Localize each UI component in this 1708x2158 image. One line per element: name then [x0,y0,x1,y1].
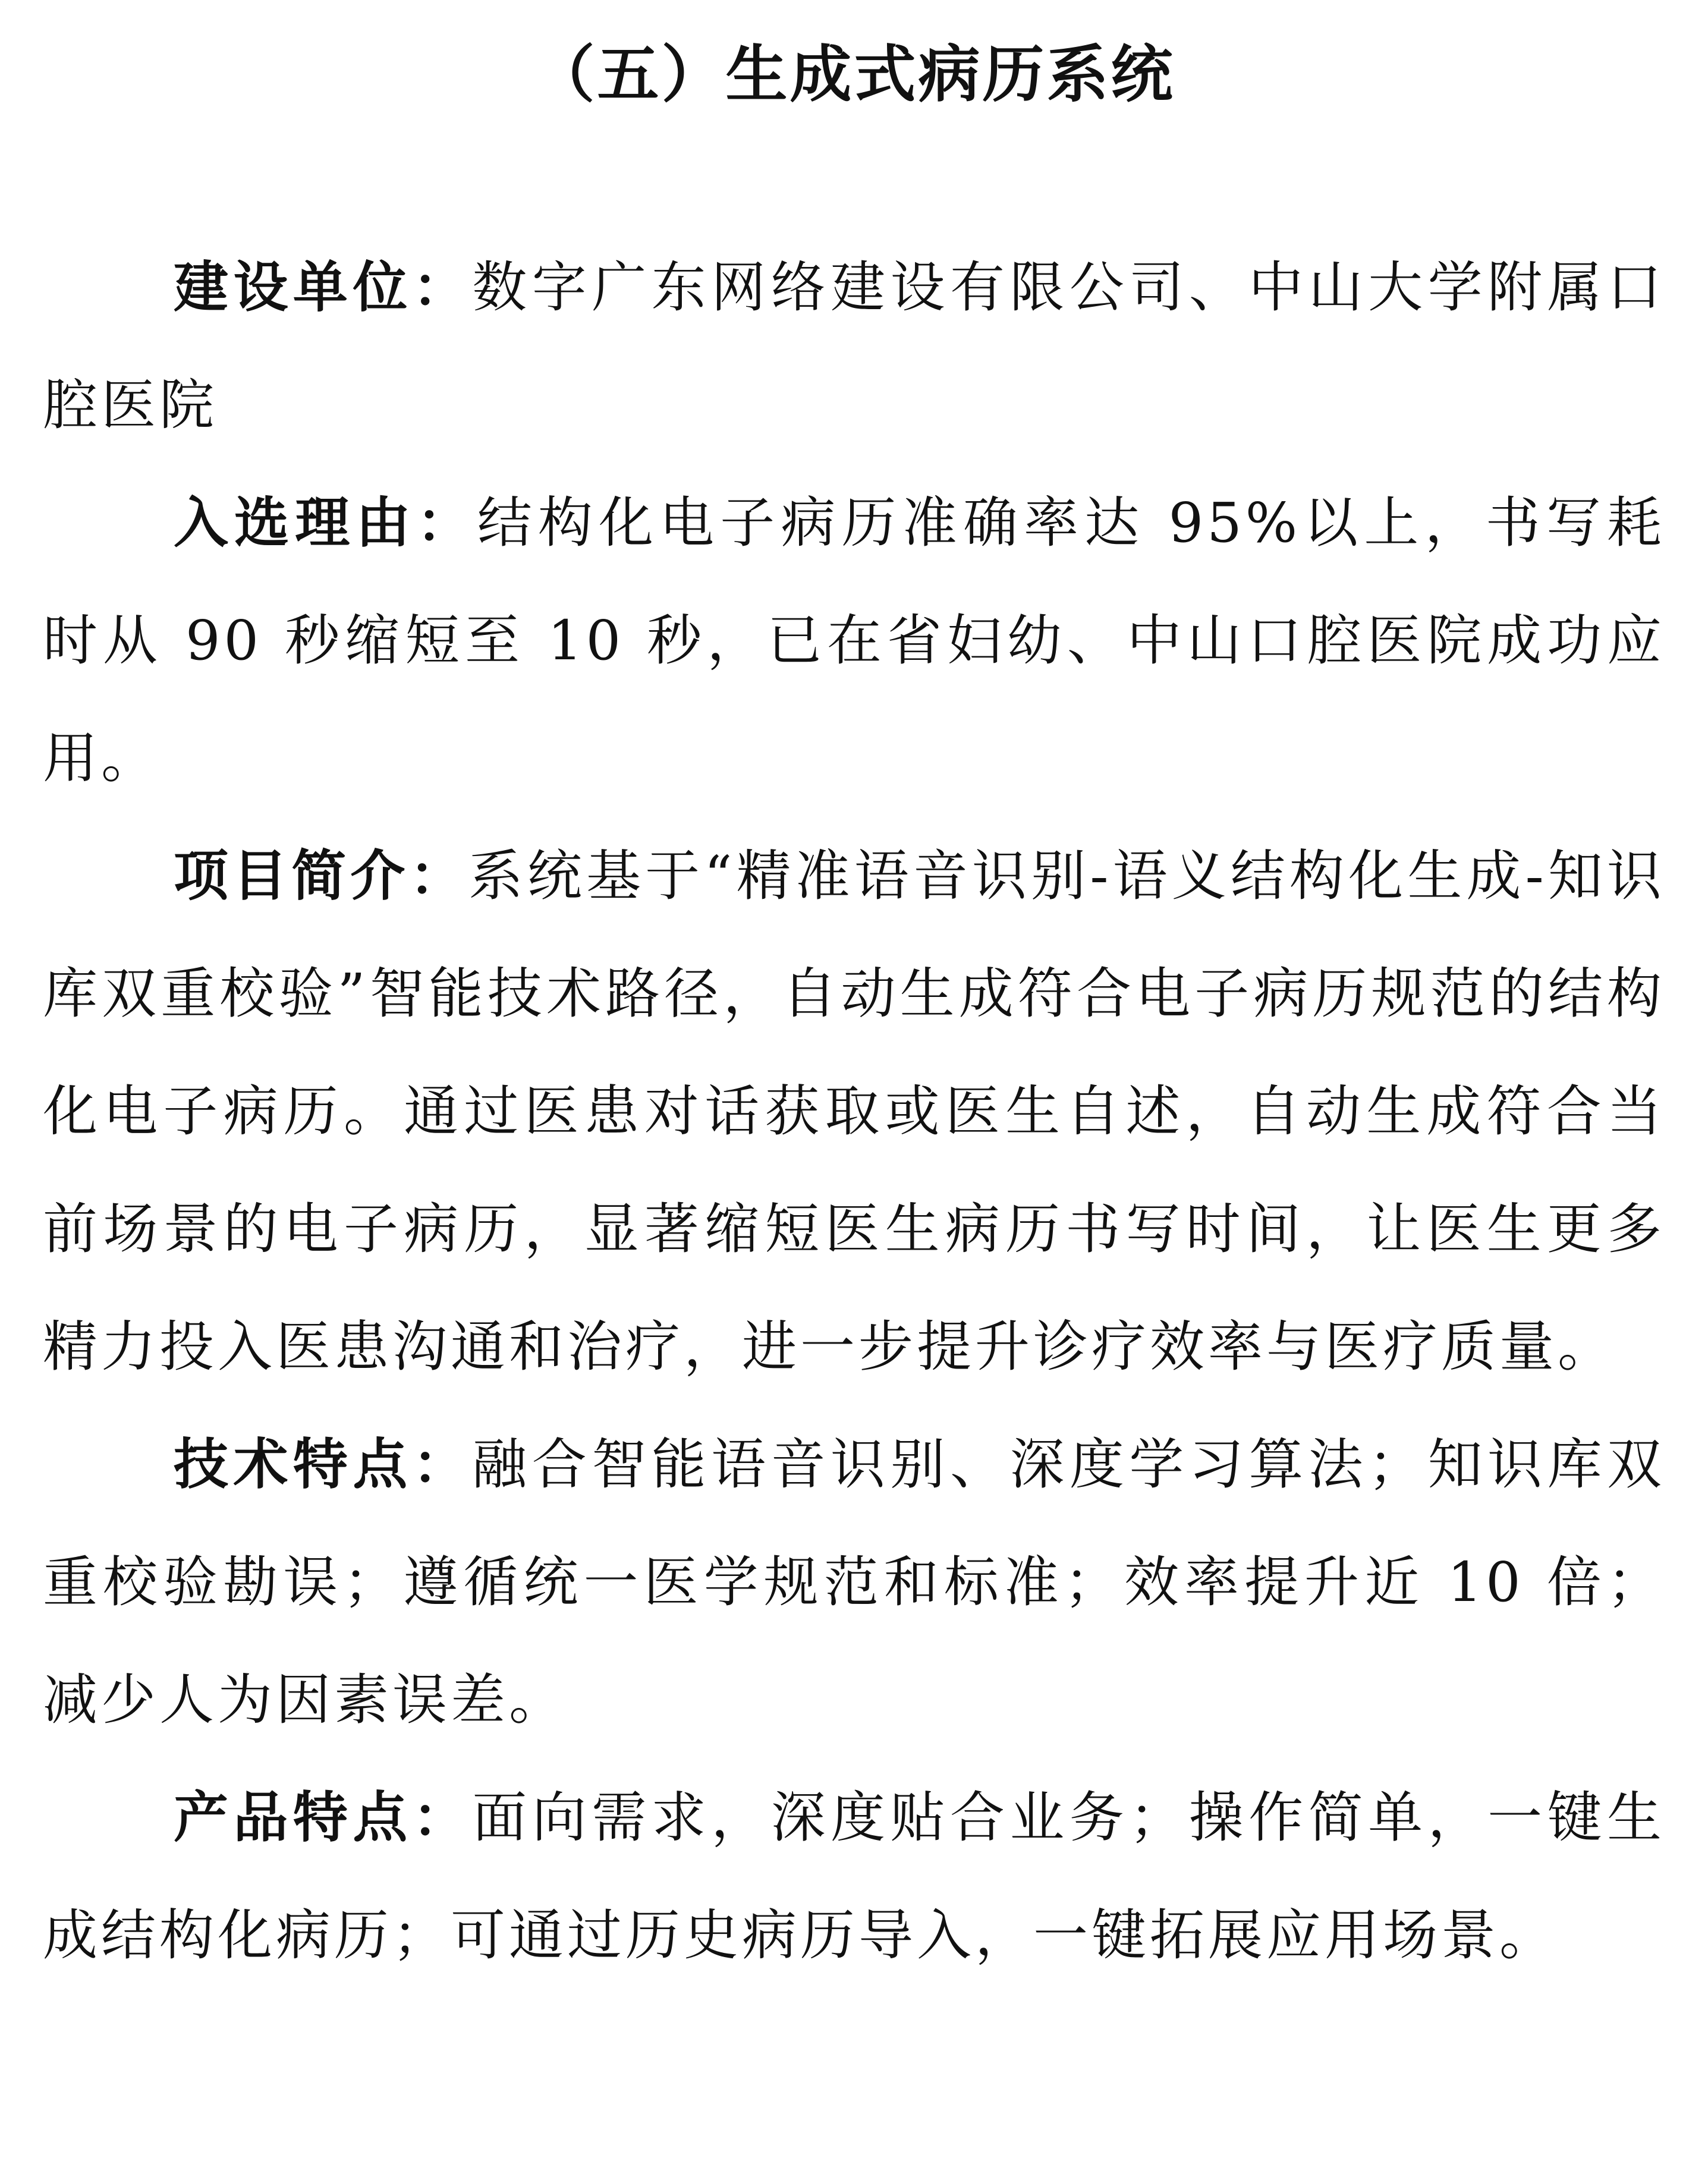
document-title: （五）生成式病历系统 [533,37,1175,111]
section-label: 技术特点： [174,1433,473,1496]
section-text: 结构化电子病历准确率达 95%以上，书写耗时从 90 秒缩短至 10 秒，已在省妇幼、中山口腔医院成功应用。 [43,491,1665,790]
section-project-intro [43,817,1665,1406]
section-text: 数字广东网络建设有限公司、中山大学附属口腔医院 [43,256,1665,437]
section-label: 产品特点： [174,1786,473,1849]
section-text: 融合智能语音识别、深度学习算法；知识库双重校验勘误；遵循统一医学规范和标准；效率提升近 10 倍；减少人为因素误差。 [43,1433,1665,1732]
section-label: 建设单位： [174,256,473,319]
section-tech-features [43,1406,1665,1759]
section-product-features [43,1759,1665,1995]
section-selection-reason [43,464,1665,817]
section-text: 面向需求，深度贴合业务；操作简单，一键生成结构化病历；可通过历史病历导入，一键拓展应用场景。 [43,1786,1665,1967]
section-text: 系统基于“精准语音识别-语义结构化生成-知识库双重校验”智能技术路径，自动生成符合电子病历规范的结构化电子病历。通过医患对话获取或医生自述，自动生成符合当前场景的电子病历，显著缩短医生病历书写时间，让医生更多精力投入医患沟通和治疗，进一步提升诊疗效率与医疗质量。 [43,844,1665,1379]
section-label: 入选理由： [174,491,477,555]
section-construction-unit [43,229,1665,464]
section-label: 项目简介： [174,844,468,908]
